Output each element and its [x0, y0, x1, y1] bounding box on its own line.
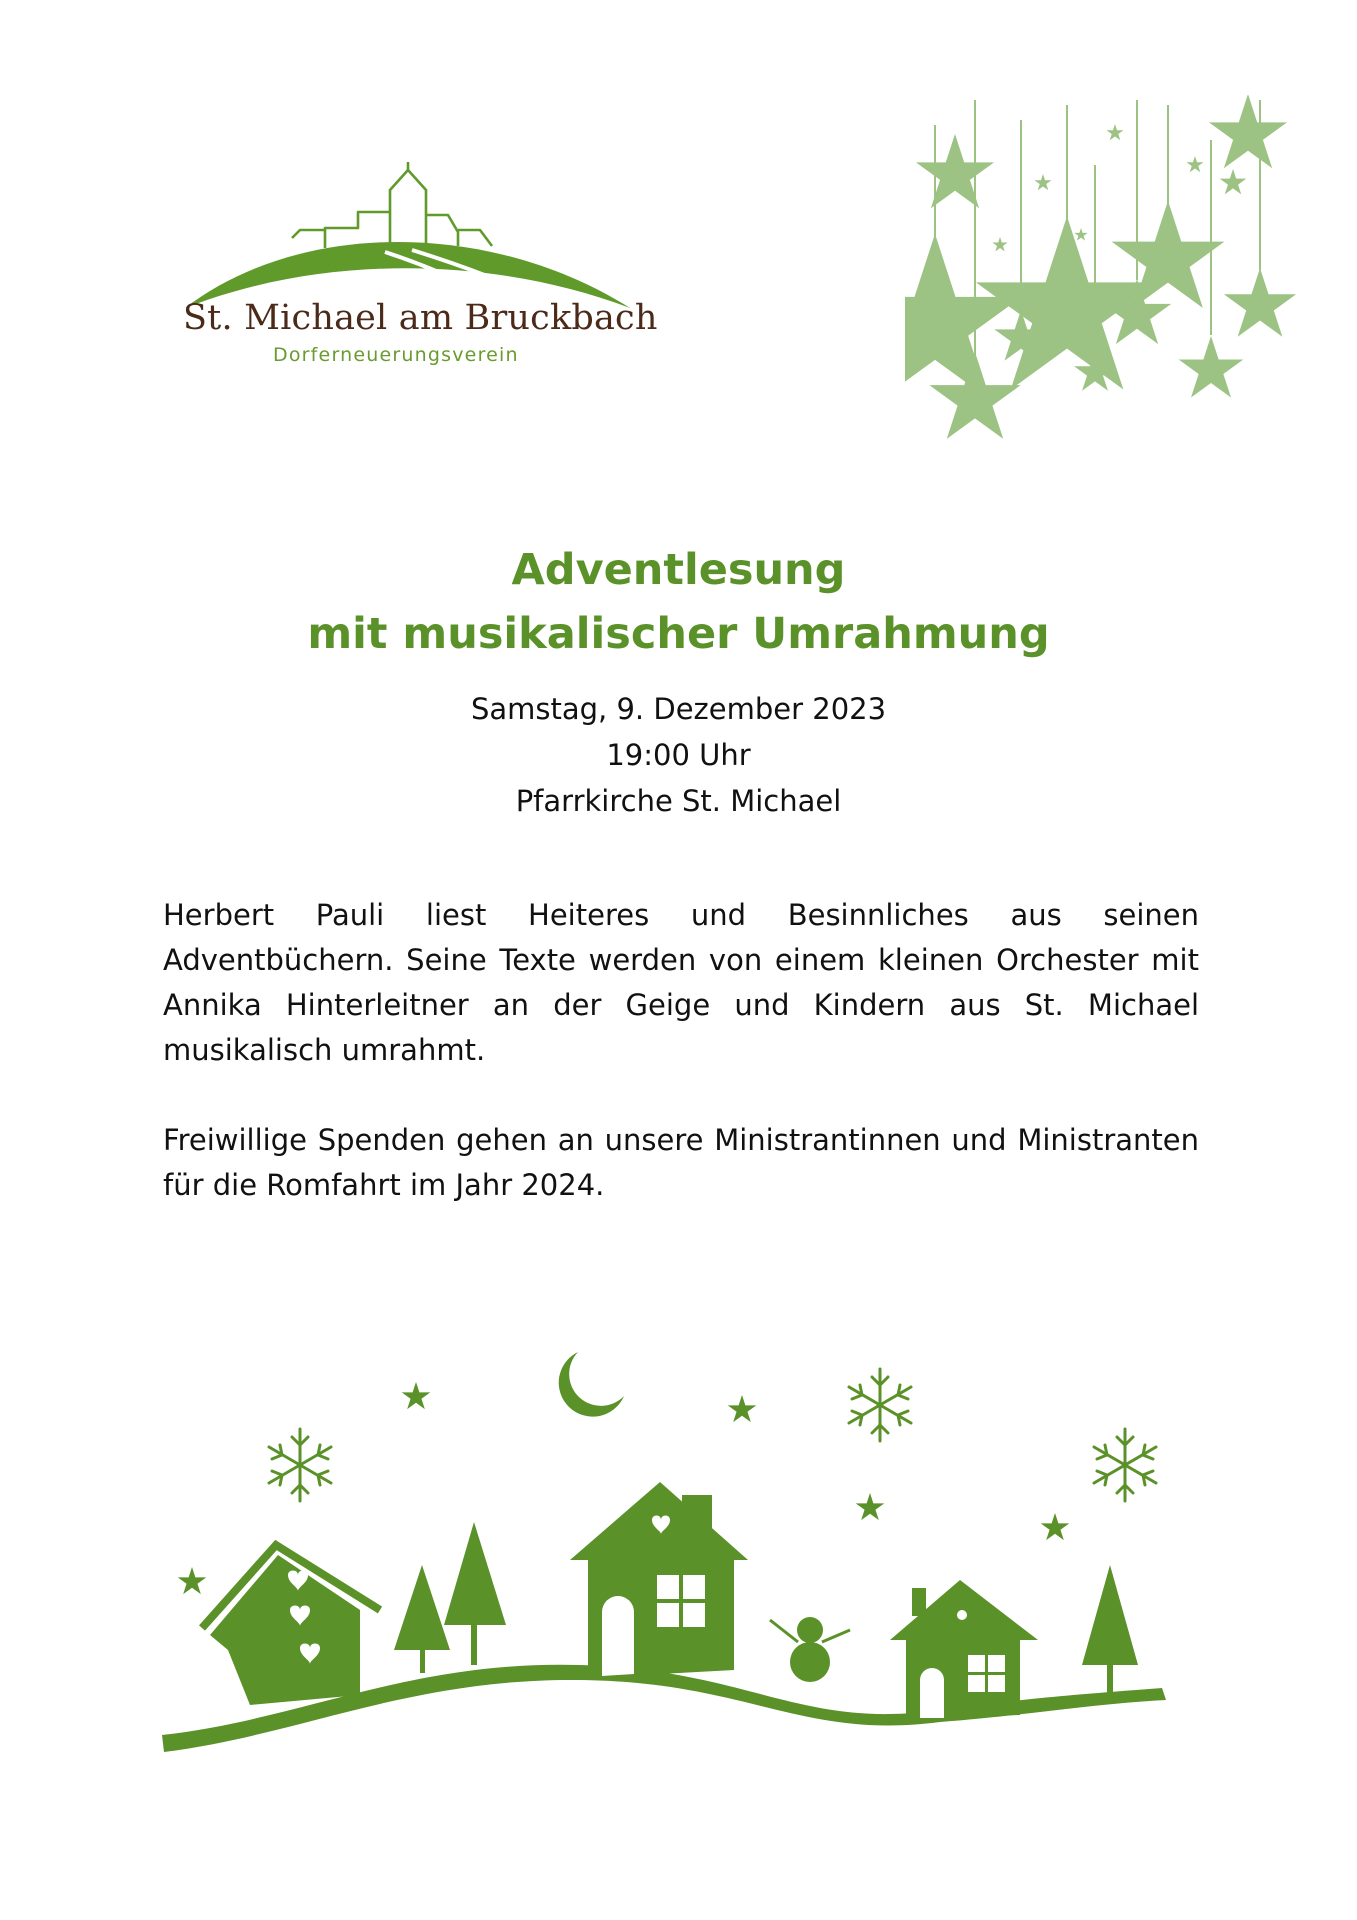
winter-village-illustration — [150, 1290, 1190, 1760]
event-date: Samstag, 9. Dezember 2023 — [470, 692, 887, 726]
event-details — [0, 686, 1357, 824]
event-time: 19:00 Uhr — [606, 738, 751, 772]
snowflake-icon — [269, 1429, 331, 1501]
event-location: Pfarrkirche St. Michael — [515, 784, 842, 818]
logo-name: St. Michael am Bruckbach — [183, 298, 658, 338]
association-logo — [180, 160, 658, 370]
event-title-line1: Adventlesung — [511, 545, 846, 595]
donation-paragraph: Freiwillige Spenden gehen an unsere Ministrantinnen und Ministranten für die Romfahrt im Jahr 2024. — [163, 1123, 1199, 1202]
event-description — [163, 893, 1199, 1253]
description-paragraph: Herbert Pauli liest Heiteres und Besinnliches aus seinen Adventbüchern. Seine Texte werden von einem kleinen Orchester mit Annika Hinterleitner an der Geige und Kindern aus St. Michael musikalisch umrahmt. — [163, 898, 1199, 1067]
hanging-stars-icon — [905, 95, 1325, 455]
logo-subtitle: Dorferneuerungsverein — [273, 344, 519, 366]
snowflake-icon — [849, 1369, 911, 1441]
event-title-line2: mit musikalischer Umrahmung — [307, 609, 1050, 659]
event-title — [0, 538, 1357, 666]
church-hill-logo — [180, 160, 640, 310]
snowflake-icon — [1094, 1429, 1156, 1501]
